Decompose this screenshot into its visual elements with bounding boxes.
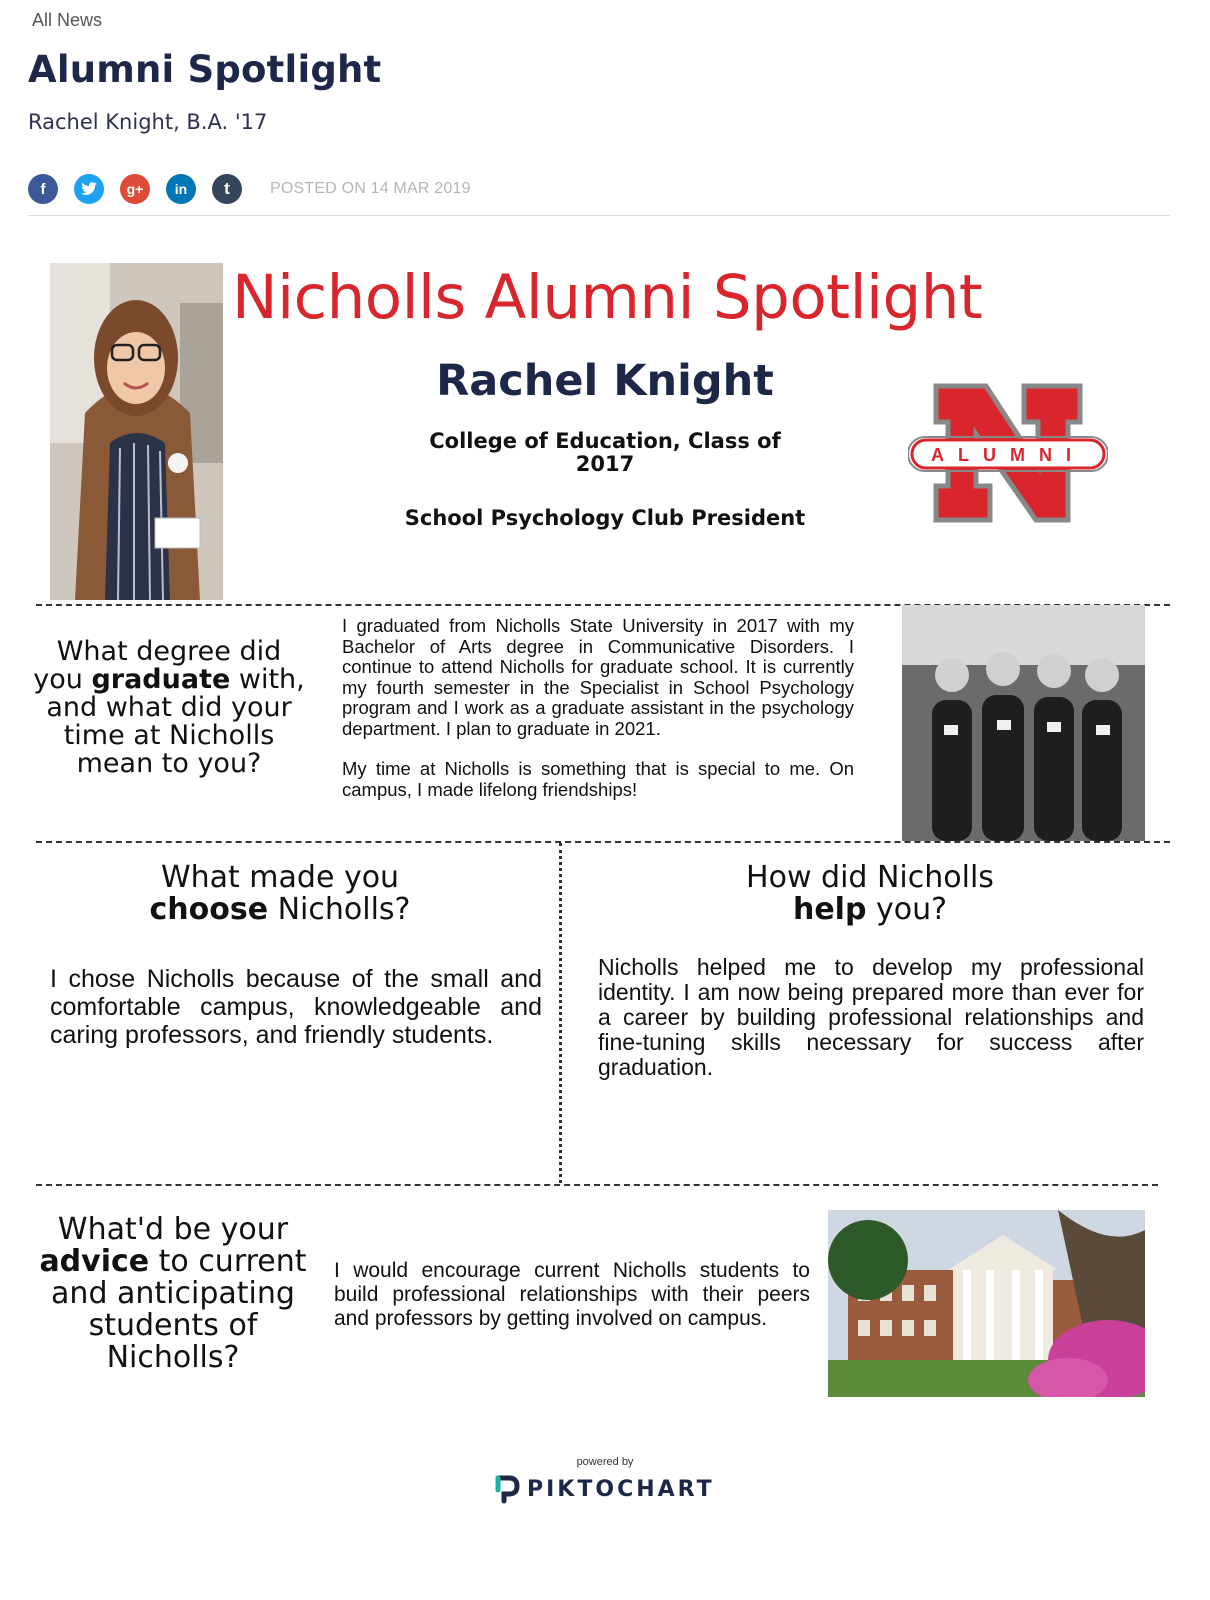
powered-by-label: powered by: [576, 1456, 634, 1468]
infographic-title: Nicholls Alumni Spotlight: [232, 262, 983, 333]
posted-date: POSTED ON 14 MAR 2019: [270, 180, 471, 197]
question-advice: What'd be your advice to current and anticipating students of Nicholls?: [39, 1212, 307, 1375]
page-subtitle: Rachel Knight, B.A. '17: [28, 110, 268, 134]
header-divider: [28, 215, 1170, 216]
twitter-bird-icon: [81, 182, 97, 196]
answer-degree: I graduated from Nicholls State University in 2017 with my Bachelor of Arts degree in Communicative Disorders. I continue to attend Nicholls for graduate school. It is currently my fourth semester in the Specialist in School Psychology program and I work as a graduate assistant in the psychology department. I plan to graduate in 2021. My time at Nicholls is something that is special to me. On campus, I made lifelong friendships!: [342, 615, 854, 800]
piktochart-link[interactable]: [495, 1474, 715, 1504]
linkedin-share-icon[interactable]: in: [166, 174, 196, 204]
googleplus-share-icon[interactable]: g+: [120, 174, 150, 204]
twitter-share-icon[interactable]: [74, 174, 104, 204]
logo-alumni-text: ALUMNI: [931, 445, 1085, 465]
alumni-name: Rachel Knight: [436, 356, 774, 406]
answer-advice: I would encourage current Nicholls students to build professional relationships with their peers and professors by getting involved on campus.: [334, 1259, 810, 1330]
piktochart-wordmark: PIKTOCHART: [527, 1476, 715, 1502]
alumni-club: School Psychology Club President: [404, 506, 806, 530]
share-bar: [28, 174, 471, 204]
section-divider-2: [36, 841, 1170, 843]
question-degree: What degree did you graduate with, and what did your time at Nicholls mean to you?: [33, 636, 305, 779]
breadcrumb-all-news[interactable]: All News: [32, 10, 103, 30]
piktochart-logo-icon: [495, 1474, 521, 1504]
column-divider: [559, 843, 562, 1183]
nicholls-alumni-logo: [908, 382, 1108, 524]
question-choose: What made you choose Nicholls?: [149, 860, 411, 927]
question-help: How did Nicholls help you?: [746, 860, 994, 927]
section-divider-3: [36, 1184, 1158, 1186]
campus-building-photo: [828, 1210, 1145, 1397]
rachel-portrait-photo: [50, 263, 223, 600]
answer-choose: I chose Nicholls because of the small and comfortable campus, knowledgeable and caring professors, and friendly students.: [50, 965, 542, 1049]
page-title: Alumni Spotlight: [28, 48, 382, 91]
tumblr-share-icon[interactable]: t: [212, 174, 242, 204]
answer-help: Nicholls helped me to develop my professional identity. I am now being prepared more than ever for a career by building professional relationships and fine-tuning skills necessary for success after graduation.: [598, 954, 1144, 1080]
friends-group-photo: [902, 605, 1145, 841]
alumni-college: College of Education, Class of 2017: [429, 429, 781, 476]
facebook-share-icon[interactable]: f: [28, 174, 58, 204]
